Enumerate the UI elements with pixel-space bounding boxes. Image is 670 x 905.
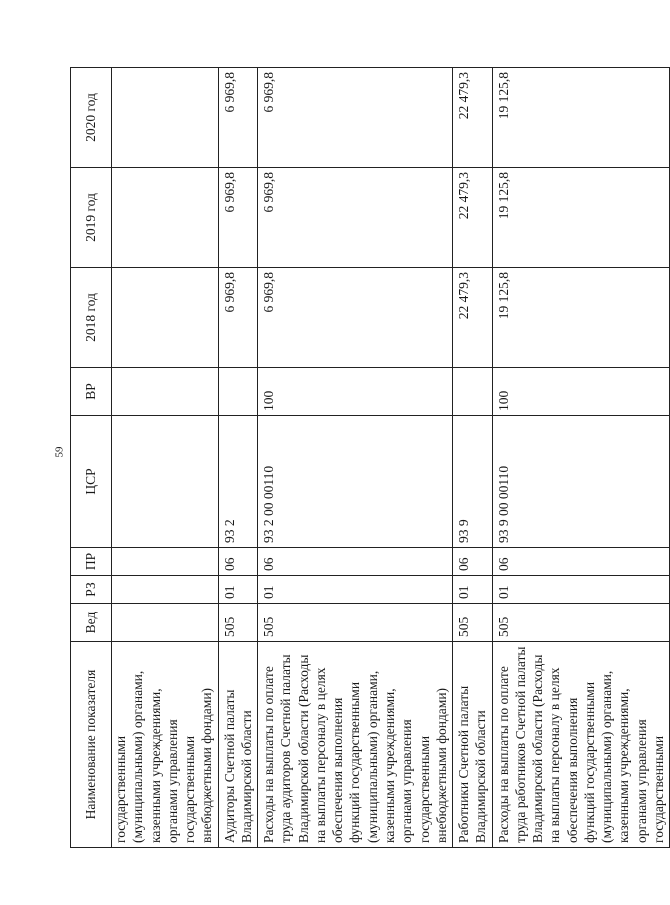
cell-rz: 01 bbox=[453, 576, 493, 604]
cell-name: Расходы на выплаты по оплате труда аудиторов Счетной палаты Владимирской области (Расходы на выплаты персоналу в целях обеспечения выполнения функций государственными (муниципальными) органами, казенными учреждениями, органами управления государственными внебюджетными фондами) bbox=[258, 642, 453, 848]
cell-rz bbox=[112, 576, 219, 604]
cell-2018: 6 969,8 bbox=[258, 268, 453, 368]
header-2018: 2018 год bbox=[71, 268, 112, 368]
cell-name: Работники Счетной палаты Владимирской области bbox=[453, 642, 493, 848]
cell-vr bbox=[218, 368, 258, 416]
header-2019: 2019 год bbox=[71, 168, 112, 268]
header-2020: 2020 год bbox=[71, 68, 112, 168]
rotated-table-wrapper bbox=[70, 68, 666, 848]
table-header-row bbox=[71, 68, 112, 848]
cell-2020: 6 969,8 bbox=[258, 68, 453, 168]
cell-2019: 6 969,8 bbox=[258, 168, 453, 268]
cell-rz: 01 bbox=[218, 576, 258, 604]
cell-2020 bbox=[112, 68, 219, 168]
cell-csr: 93 9 bbox=[453, 416, 493, 548]
header-csr: ЦСР bbox=[71, 416, 112, 548]
table-row bbox=[112, 68, 219, 848]
header-name: Наименование показателя bbox=[71, 642, 112, 848]
cell-vr: 100 bbox=[492, 368, 670, 416]
table-row bbox=[492, 68, 670, 848]
cell-2019: 19 125,8 bbox=[492, 168, 670, 268]
header-rz: РЗ bbox=[71, 576, 112, 604]
cell-vr bbox=[112, 368, 219, 416]
table-row bbox=[218, 68, 258, 848]
cell-rz: 01 bbox=[492, 576, 670, 604]
cell-vr: 100 bbox=[258, 368, 453, 416]
cell-name: Аудиторы Счетной палаты Владимирской области bbox=[218, 642, 258, 848]
header-pr: ПР bbox=[71, 548, 112, 576]
page-number: 59 bbox=[53, 446, 66, 458]
cell-2019 bbox=[112, 168, 219, 268]
cell-ved: 505 bbox=[492, 604, 670, 642]
cell-2018: 6 969,8 bbox=[218, 268, 258, 368]
cell-ved: 505 bbox=[258, 604, 453, 642]
cell-pr bbox=[112, 548, 219, 576]
header-vr: ВР bbox=[71, 368, 112, 416]
cell-csr: 93 2 bbox=[218, 416, 258, 548]
table-row bbox=[453, 68, 493, 848]
cell-pr: 06 bbox=[492, 548, 670, 576]
cell-rz: 01 bbox=[258, 576, 453, 604]
cell-name: государственными (муниципальными) органами, казенными учреждениями, органами управления государственными внебюджетными фондами) bbox=[112, 642, 219, 848]
cell-2020: 6 969,8 bbox=[218, 68, 258, 168]
cell-2020: 22 479,3 bbox=[453, 68, 493, 168]
cell-ved bbox=[112, 604, 219, 642]
cell-2018: 19 125,8 bbox=[492, 268, 670, 368]
cell-2019: 22 479,3 bbox=[453, 168, 493, 268]
cell-2018 bbox=[112, 268, 219, 368]
cell-pr: 06 bbox=[218, 548, 258, 576]
cell-csr: 93 2 00 00110 bbox=[258, 416, 453, 548]
cell-2020: 19 125,8 bbox=[492, 68, 670, 168]
cell-2018: 22 479,3 bbox=[453, 268, 493, 368]
cell-pr: 06 bbox=[258, 548, 453, 576]
budget-table bbox=[70, 67, 670, 848]
header-ved: Вед bbox=[71, 604, 112, 642]
cell-csr: 93 9 00 00110 bbox=[492, 416, 670, 548]
cell-vr bbox=[453, 368, 493, 416]
cell-2019: 6 969,8 bbox=[218, 168, 258, 268]
cell-pr: 06 bbox=[453, 548, 493, 576]
cell-csr bbox=[112, 416, 219, 548]
cell-ved: 505 bbox=[453, 604, 493, 642]
table-row bbox=[258, 68, 453, 848]
cell-ved: 505 bbox=[218, 604, 258, 642]
cell-name: Расходы на выплаты по оплате труда работников Счетной палаты Владимирской области (Расходы на выплаты персоналу в целях обеспечения выполнения функций государственными (муниципальными) органами, казенными учреждениями, органами управления государственными bbox=[492, 642, 670, 848]
